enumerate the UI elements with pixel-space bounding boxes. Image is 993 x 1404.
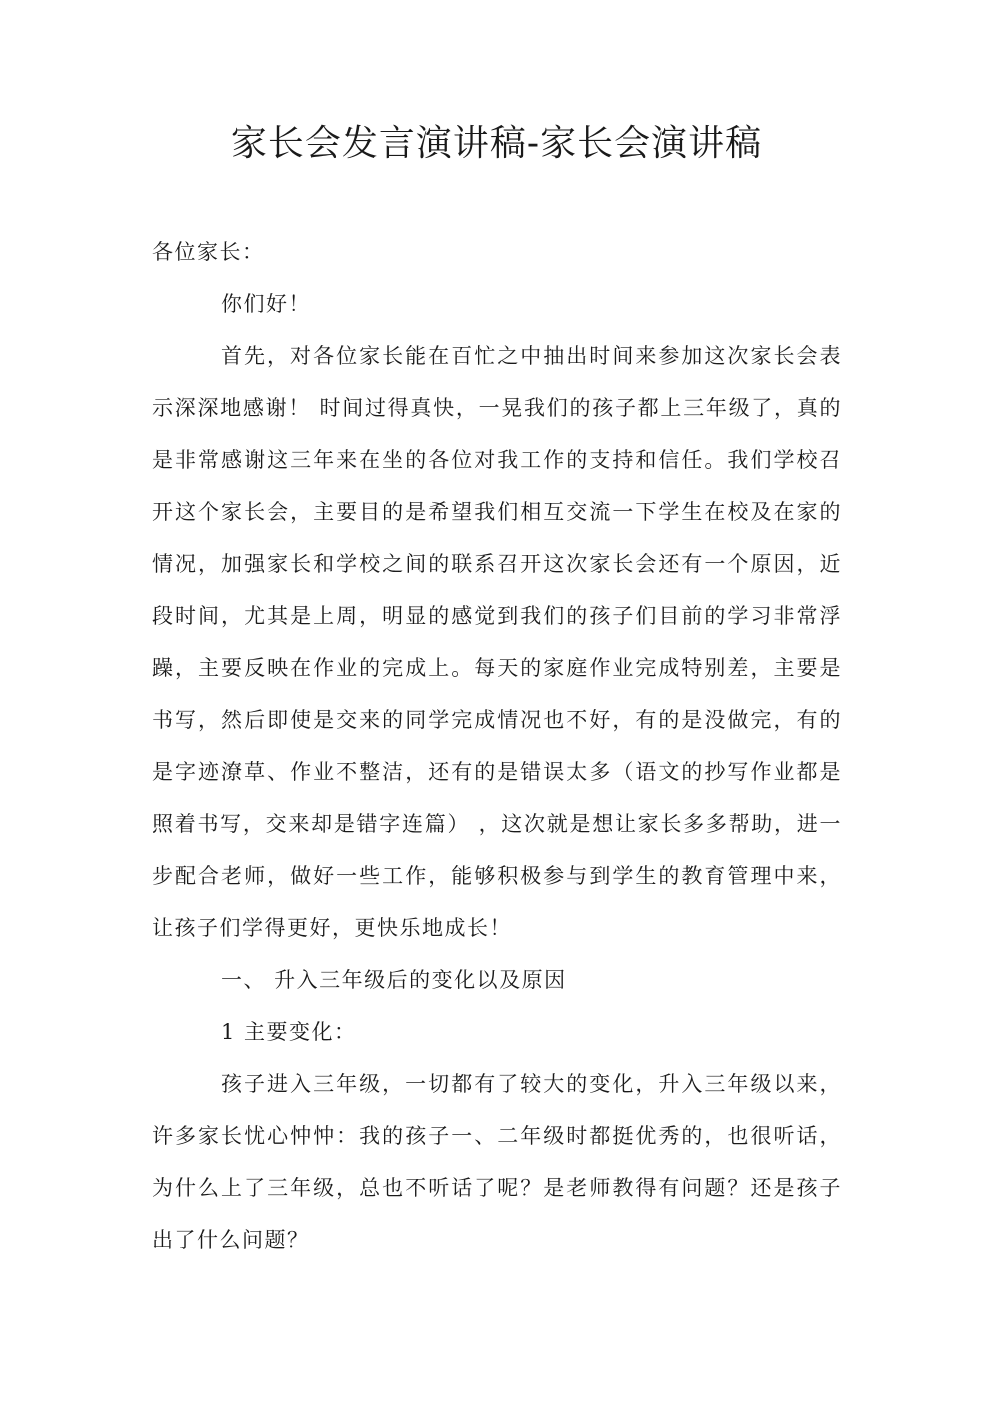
greeting: 你们好！ bbox=[221, 292, 311, 316]
document-title: 家长会发言演讲稿-家长会演讲稿 bbox=[230, 123, 763, 164]
paragraph-opening: 首先，对各位家长能在百忙之中抽出时间来参加这次家长会表示深深地感谢！ 时间过得真快，一晃我们的孩子都上三年级了，真的是非常感谢这三年来在坐的各位对我工作的支持和信任。我们学校召开这个家长会，主要目的是希望我们相互交流一下学生在校及在家的情况，加强家长和学校之间的联系召开这次家长会还有一个原因，近段时间，尤其是上周，明显的感觉到我们的孩子们目前的学习非常浮躁，主要反映在作业的完成上。每天的家庭作业完成特别差，主要是书写，然后即使是交来的同学完成情况也不好，有的是没做完，有的是字迹潦草、作业不整洁，还有的是错误太多（语文的抄写作业都是照着书写，交来却是错字连篇） ，这次就是想让家长多多帮助，进一步配合老师，做好一些工作，能够积极参与到学生的教育管理中来，让孩子们学得更好，更快乐地成长！ bbox=[152, 344, 842, 940]
paragraph-changes: 孩子进入三年级，一切都有了较大的变化，升入三年级以来，许多家长忧心忡忡：我的孩子一、二年级时都挺优秀的，也很听话，为什么上了三年级，总也不听话了呢？是老师教得有问题？还是孩子出了什么问题？ bbox=[152, 1072, 842, 1252]
subsection-heading: 1 主要变化： bbox=[221, 1020, 357, 1044]
salutation: 各位家长： bbox=[152, 240, 265, 264]
document-body bbox=[152, 226, 842, 1266]
section-heading: 一、 升入三年级后的变化以及原因 bbox=[221, 968, 567, 992]
